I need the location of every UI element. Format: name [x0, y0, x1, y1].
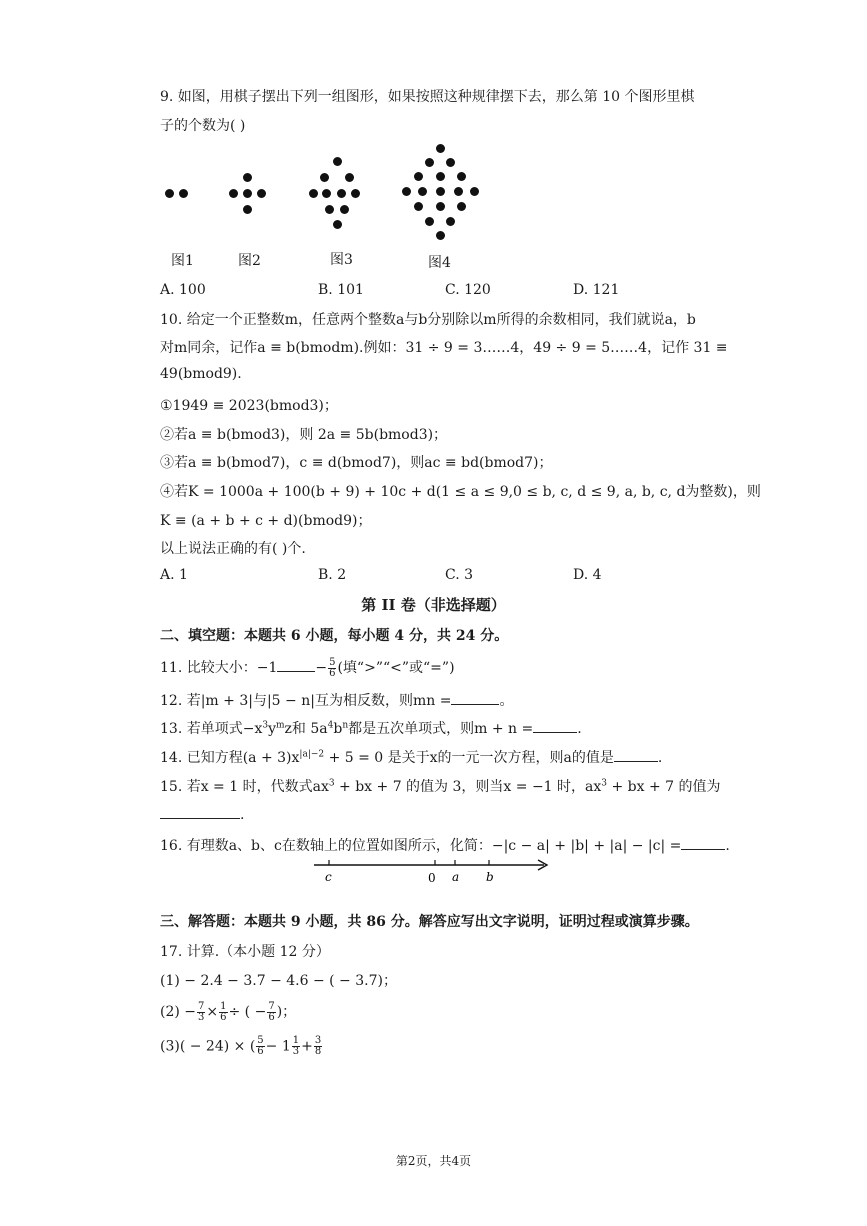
stone-dot — [309, 189, 318, 198]
fraction-numerator: 3 — [314, 1035, 322, 1046]
stone-dot — [436, 172, 445, 181]
q10-statement-4a: ④若K = 1000a + 100(b + 9) + 10c + d(1 ≤ a ≤ 9,0 ≤ b, c, d ≤ 9, a, b, c, d为整数)，则 — [160, 484, 761, 500]
part2-heading: 二、填空题：本题共 6 小题，每小题 4 分，共 24 分。 — [160, 628, 509, 644]
q13 — [160, 718, 582, 738]
q17-part1: (1) − 2.4 − 3.7 − 4.6 − ( − 3.7)； — [160, 973, 397, 989]
fraction — [197, 1002, 205, 1023]
q15 — [160, 776, 721, 796]
q15-text: + bx + 7 的值为 — [607, 779, 721, 795]
fraction-numerator: 7 — [198, 1000, 205, 1012]
fraction-numerator: 1 — [292, 1035, 300, 1046]
stone-dot — [243, 189, 252, 198]
fraction — [292, 1036, 300, 1057]
exponent: |a|−2 — [299, 749, 325, 760]
fraction-numerator: 7 — [268, 1000, 275, 1012]
q15-answer-line — [160, 804, 244, 823]
q10-line2: 对m同余，记作a ≡ b(bmodm).例如：31 ÷ 9 = 3……4，49 ÷ 9 = 5……4，记作 31 ≡ — [160, 340, 728, 356]
exponent: 3 — [328, 778, 335, 789]
fraction-numerator: 5 — [329, 656, 336, 668]
stone-dot — [340, 205, 349, 214]
q11 — [160, 657, 455, 679]
stone-dot — [243, 205, 252, 214]
stone-dot — [436, 202, 445, 211]
fraction-denominator: 6 — [220, 1011, 227, 1023]
q15-end: . — [240, 807, 245, 823]
q17-part3 — [160, 1036, 323, 1057]
stone-dot — [425, 158, 434, 167]
part3-heading: 三、解答题：本题共 9 小题，共 86 分。解答应写出文字说明，证明过程或演算步骤。 — [160, 914, 699, 930]
q9-choice-c: C. 120 — [445, 282, 491, 298]
q17-text: ÷ ( − — [228, 1004, 267, 1020]
fraction-numerator: 5 — [257, 1035, 264, 1046]
fraction-denominator: 3 — [198, 1011, 205, 1023]
q10-line1: 10. 给定一个正整数m，任意两个整数a与b分别除以m所得的余数相同，我们就说a，b — [160, 312, 696, 328]
fraction — [256, 1036, 264, 1057]
fraction — [267, 1002, 275, 1023]
q12 — [160, 690, 513, 710]
q13-text: b — [333, 721, 343, 737]
fraction-denominator: 6 — [329, 667, 336, 679]
q10-statement-3: ③若a ≡ b(bmod7)，c ≡ d(bmod7)，则ac ≡ bd(bmod7)； — [160, 455, 553, 471]
stone-dot — [337, 189, 346, 198]
answer-blank[interactable] — [160, 804, 240, 819]
q12-text: 12. 若|m + 3|与|5 − n|互为相反数，则mn = — [160, 693, 452, 709]
stone-dot — [436, 187, 445, 196]
stone-dot — [179, 189, 188, 198]
answer-blank[interactable] — [277, 657, 315, 672]
exponent: 3 — [262, 720, 269, 731]
stone-dot — [229, 189, 238, 198]
answer-blank[interactable] — [614, 747, 658, 762]
figure-label-2: 图2 — [238, 253, 261, 269]
axis-label-0: 0 — [428, 871, 436, 885]
answer-blank[interactable] — [681, 835, 725, 850]
exponent: 4 — [327, 720, 334, 731]
stone-dot — [414, 172, 423, 181]
figure-label-4: 图4 — [428, 255, 451, 271]
q10-ask: 以上说法正确的有( )个. — [160, 541, 306, 557]
axis-label-b: b — [486, 870, 494, 884]
page-footer: 第2页，共4页 — [395, 1154, 472, 1168]
q13-text: 13. 若单项式−x — [160, 721, 263, 737]
q10-statement-4b: K ≡ (a + b + c + d)(bmod9)； — [160, 513, 372, 529]
fraction-denominator: 6 — [268, 1011, 275, 1023]
q13-text: 都是五次单项式，则m + n = — [348, 721, 534, 737]
q10-choice-b: B. 2 — [318, 567, 347, 583]
q17-text: (3)( − 24) × ( — [160, 1038, 256, 1055]
stone-dot — [457, 172, 466, 181]
stone-dot — [414, 202, 423, 211]
stone-dot — [345, 173, 354, 182]
q9-line1: 9. 如图，用棋子摆出下列一组图形，如果按照这种规律摆下去，那么第 10 个图形里棋 — [160, 89, 695, 105]
fraction — [314, 1036, 322, 1057]
stone-dot — [418, 187, 427, 196]
q17-text: + — [301, 1038, 313, 1055]
figure-label-1: 图1 — [171, 253, 194, 269]
fraction-denominator: 6 — [257, 1046, 264, 1057]
q15-text: 15. 若x = 1 时，代数式ax — [160, 779, 329, 795]
stone-dot — [351, 189, 360, 198]
q9-line2: 子的个数为( ) — [160, 118, 246, 134]
stone-dot — [325, 205, 334, 214]
q13-text: y — [268, 721, 276, 737]
stone-dot — [320, 173, 329, 182]
q17-text: × — [206, 1004, 219, 1020]
stone-dot — [454, 187, 463, 196]
q13-end: . — [577, 721, 582, 737]
stone-dot — [446, 217, 455, 226]
stone-dot — [425, 217, 434, 226]
q14-text: 14. 已知方程(a + 3)x — [160, 750, 300, 766]
stone-dot — [436, 231, 445, 240]
figure-label-3: 图3 — [330, 252, 353, 268]
q14-text: + 5 = 0 是关于x的一元一次方程，则a的值是 — [324, 750, 614, 766]
q10-statement-2: ②若a ≡ b(bmod3)，则 2a ≡ 5b(bmod3)； — [160, 427, 448, 443]
q17-text: )； — [276, 1004, 297, 1020]
q17-text: − 1 — [265, 1038, 291, 1055]
q11-text: 11. 比较大小：−1 — [160, 660, 278, 676]
fraction — [219, 1002, 227, 1023]
number-line — [308, 852, 558, 886]
q10-choice-c: C. 3 — [445, 567, 474, 583]
exponent: n — [342, 720, 349, 731]
stone-dot — [257, 189, 266, 198]
q17-title: 17. 计算.（本小题 12 分） — [160, 944, 330, 960]
q17-text: (2) − — [160, 1004, 197, 1020]
stone-dot — [402, 187, 411, 196]
q10-line3: 49(bmod9). — [160, 366, 242, 382]
q15-text: + bx + 7 的值为 3，则当x = −1 时，ax — [334, 779, 602, 795]
q11-minus: − — [315, 660, 328, 676]
q9-choice-d: D. 121 — [573, 282, 620, 298]
q16-text: 16. 有理数a、b、c在数轴上的位置如图所示，化简：−|c − a| + |b| + |a| − |c| = — [160, 838, 682, 854]
stone-dot — [457, 202, 466, 211]
axis-label-c: c — [325, 870, 332, 884]
fraction-denominator: 8 — [314, 1046, 322, 1057]
q16-end: . — [725, 838, 730, 854]
q12-end: 。 — [499, 693, 514, 709]
q10-choice-a: A. 1 — [160, 567, 188, 583]
q17-part2 — [160, 1001, 296, 1023]
stone-dot — [446, 158, 455, 167]
fraction-numerator: 1 — [220, 1000, 227, 1012]
stone-dot — [165, 189, 174, 198]
stone-dot — [436, 144, 445, 153]
stone-dot — [333, 220, 342, 229]
q10-statement-1: ①1949 ≡ 2023(bmod3)； — [160, 398, 338, 414]
exponent: 3 — [601, 778, 608, 789]
q14-end: . — [657, 750, 663, 766]
exponent: m — [276, 720, 285, 731]
stone-dot — [333, 157, 342, 166]
stone-dot — [322, 189, 331, 198]
q9-choice-a: A. 100 — [160, 282, 206, 298]
stone-dot — [470, 187, 479, 196]
fraction-denominator: 3 — [292, 1046, 300, 1057]
stone-dot — [243, 173, 252, 182]
axis-label-a: a — [452, 870, 460, 884]
q13-text: z和 5a — [284, 721, 328, 737]
section2-title: 第 II 卷（非选择题） — [361, 596, 506, 614]
q11-hint: (填“>”“<”或“=”) — [337, 660, 455, 676]
q14 — [160, 747, 662, 767]
q11-fraction — [328, 658, 336, 679]
q10-choice-d: D. 4 — [573, 567, 602, 583]
answer-blank[interactable] — [451, 690, 499, 705]
q9-choice-b: B. 101 — [318, 282, 364, 298]
answer-blank[interactable] — [533, 718, 577, 733]
